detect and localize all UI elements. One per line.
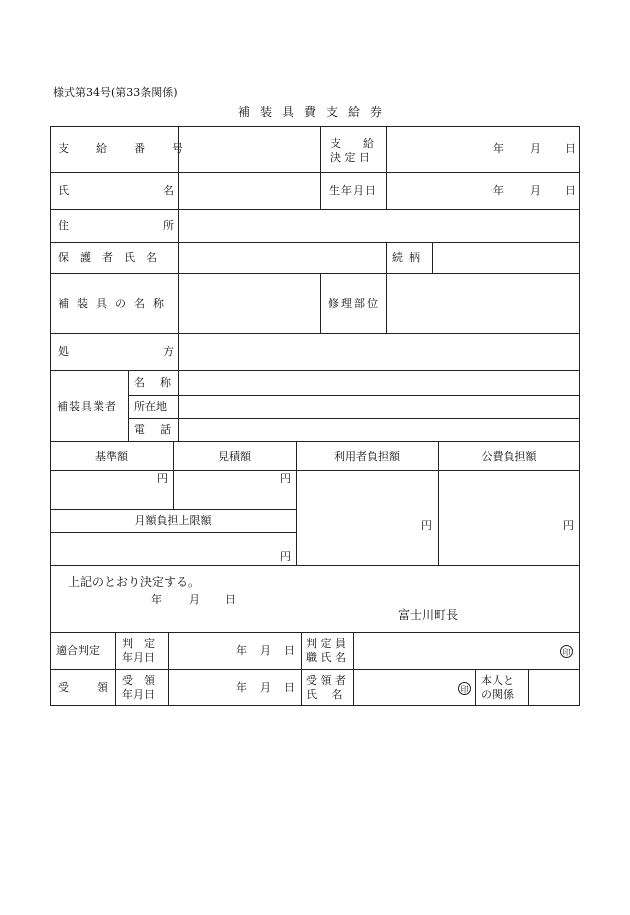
seal-mark: 印 [560, 645, 573, 658]
row-divider [50, 470, 580, 471]
row-divider [50, 565, 580, 566]
birth-date-label: 生年月日 [329, 184, 377, 197]
relationship-label: 続柄 [392, 251, 426, 264]
standard-amount-header: 基準額 [95, 450, 128, 463]
row-divider [50, 532, 296, 533]
voucher-table [50, 126, 580, 706]
repair-part-label: 修理部位 [328, 297, 380, 310]
row-divider [50, 209, 580, 210]
user-burden-yen: 円 [421, 519, 432, 532]
row-divider [128, 418, 580, 419]
row-divider [50, 370, 580, 371]
row-divider [50, 333, 580, 334]
device-name-label: 補装具の名称 [58, 297, 172, 310]
col-divider [168, 632, 169, 706]
user-burden-header: 利用者負担額 [334, 450, 400, 463]
col-divider [320, 126, 321, 210]
vendor-label: 補装具業者 [57, 400, 117, 413]
grant-number-label: 支給番号 [58, 142, 210, 155]
col-divider [115, 632, 116, 706]
standard-amount-yen: 円 [157, 472, 168, 485]
vendor-name-label: 名 称 [134, 376, 173, 389]
row-divider [50, 632, 580, 633]
public-burden-header: 公費負担額 [481, 450, 537, 463]
estimate-amount-header: 見積額 [218, 450, 251, 463]
receiver-name-label: 受 領 者 氏 名 [306, 674, 346, 701]
col-divider [386, 242, 387, 274]
vendor-phone-label: 電 話 [134, 423, 173, 436]
row-divider [50, 669, 580, 670]
address-label: 住所 [58, 219, 268, 232]
col-divider [475, 669, 476, 706]
form-caption: 様式第34号(第33条関係) [53, 86, 178, 99]
col-divider [528, 669, 529, 706]
guardian-name-label: 保護者氏名 [58, 251, 168, 264]
prescription-label: 処方 [58, 345, 268, 358]
col-divider [301, 632, 302, 706]
monthly-limit-header: 月額負担上限額 [134, 514, 212, 527]
col-divider [178, 370, 179, 442]
relation-label: 本人と の関係 [481, 674, 514, 701]
judge-staff-label: 判 定 員 職 氏 名 [306, 637, 346, 664]
col-divider [128, 370, 129, 442]
receipt-label: 受領 [58, 681, 136, 694]
receipt-date-label: 受 領 年月日 [122, 674, 155, 701]
judgment-date-label: 判 定 年月日 [122, 637, 155, 664]
name-label: 氏名 [58, 184, 268, 197]
col-divider [320, 273, 321, 334]
grant-decision-date-label: 支 給 決 定 日 [330, 137, 374, 164]
row-divider [50, 441, 580, 442]
row-divider [50, 273, 580, 274]
col-divider [353, 632, 354, 706]
col-divider [432, 242, 433, 274]
document-title: 補装具費支給券 [237, 105, 392, 119]
col-divider [178, 126, 179, 371]
suitability-label: 適合判定 [56, 644, 100, 657]
decision-statement: 上記のとおり決定する。 [68, 575, 201, 589]
signatory: 富士川町長 [398, 608, 459, 622]
col-divider [386, 126, 387, 210]
row-divider [50, 172, 580, 173]
public-burden-yen: 円 [563, 519, 574, 532]
col-divider [386, 273, 387, 334]
row-divider [128, 395, 580, 396]
monthly-limit-yen: 円 [280, 550, 291, 563]
seal-mark: 印 [458, 682, 471, 695]
row-divider [50, 242, 580, 243]
vendor-location-label: 所在地 [134, 400, 167, 413]
estimate-amount-yen: 円 [280, 472, 291, 485]
